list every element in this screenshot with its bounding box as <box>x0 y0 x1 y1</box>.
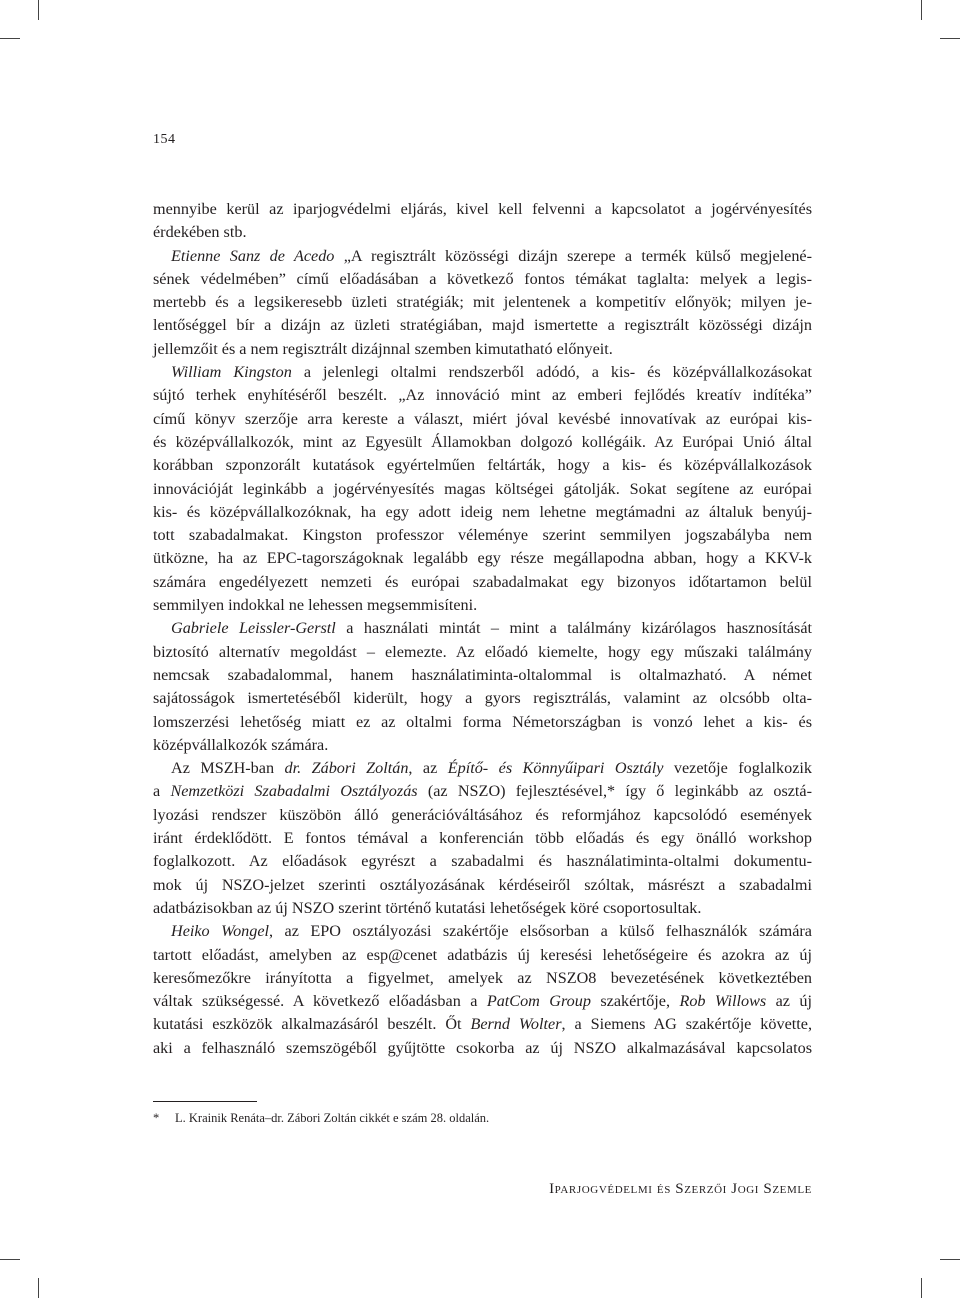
text-span: , az EPO osztályozási szakértője elsősorban a külső felhasználók számára <box>269 922 812 941</box>
text-line <box>153 384 812 407</box>
text-span: érdekében stb. <box>153 223 247 242</box>
text-span: „A regisztrált közösségi dizájn szerepe a termék külső megjelené- <box>334 246 812 265</box>
crop-mark-top-right-h <box>940 38 960 39</box>
text-line <box>153 478 812 501</box>
text-line <box>153 245 812 268</box>
footnote-text: L. Krainik Renáta–dr. Zábori Zoltán cikkét e szám 28. oldalán. <box>175 1111 490 1125</box>
text-span: tartott előadást, amelyben az esp@cenet adatbázis új keresési lehetőségeire és azokra az új <box>153 945 812 964</box>
text-line <box>153 967 812 990</box>
italic-span: dr. Zábori Zoltán <box>284 759 409 778</box>
page-number: 154 <box>153 132 176 147</box>
text-line <box>153 594 812 617</box>
text-span: korábban szponzorált kutatások egyértelműen feltárták, hogy a kis- és középvállalkozások <box>153 456 812 475</box>
body-text <box>153 198 812 1060</box>
text-line <box>153 664 812 687</box>
text-span: adatbázisokban az új NSZO szerint történő kutatási lehetőségek köré csoportosultak. <box>153 898 702 917</box>
text-line <box>153 1013 812 1036</box>
text-span: (az NSZO) fejlesztésével,* így ő leginkább az osztá- <box>417 782 813 801</box>
italic-span: Építő- és Könnyűipari Osztály <box>447 759 664 778</box>
italic-span: Nemzetközi Szabadalmi Osztályozás <box>170 782 418 801</box>
text-span: biztosító alternatív megoldást – elemezte. Az előadó kiemelte, hogy egy műszaki találmány <box>153 642 812 661</box>
text-line <box>153 990 812 1013</box>
running-footer: Iparjogvédelmi és Szerzői Jogi Szemle <box>549 1181 812 1197</box>
text-span: iránt érdeklődött. E fontos témával a konferencián több előadás és egy önálló workshop <box>153 829 812 848</box>
text-line <box>153 711 812 734</box>
text-span: Az MSZH-ban <box>171 759 285 778</box>
text-span: jellemzőit és a nem regisztrált dizájnnal szemben kimutatható előnyeit. <box>153 339 613 358</box>
crop-mark-top-right-v <box>921 0 922 20</box>
text-span: keresőmezőkre irányította a figyelmet, amelyek az NSZO8 bevezetésének következtében <box>153 968 812 987</box>
italic-span: PatCom Group <box>486 992 591 1011</box>
text-span: foglalkozott. Az előadások egyrészt a szabadalmi és használatiminta-oltalmi dokumentu- <box>153 852 812 871</box>
italic-span: Rob Willows <box>679 992 767 1011</box>
text-line <box>153 687 812 710</box>
text-line <box>153 524 812 547</box>
text-span: váltak szükségessé. A következő előadásban a <box>153 992 487 1011</box>
text-span: tott szabadalmakat. Kingston professzor véleménye szerint semmilyen jogszabályba nem <box>153 526 812 545</box>
crop-mark-bottom-left-h <box>0 1259 20 1260</box>
text-span: a <box>153 782 171 801</box>
italic-span: Bernd Wolter <box>470 1015 562 1034</box>
text-span: semmilyen indokkal ne lehessen megsemmisíteni. <box>153 596 478 615</box>
text-span: az új <box>766 992 812 1011</box>
text-line <box>153 897 812 920</box>
text-span: innovációját leginkább a jogérvényesítés magas költségei gátolják. Sokat segítene az európai <box>153 479 812 498</box>
text-span: és középvállalkozók, mint az Egyesült Államokban dolgozó kollégáik. Az Európai Unió által <box>153 432 812 451</box>
text-span: vezetője foglalkozik <box>663 759 812 778</box>
text-line <box>153 827 812 850</box>
text-span: című könyv szerzője arra kereste a választ, miért jóval kevésbé innovatívak az európai kis- <box>153 409 812 428</box>
text-span: mok új NSZO-jelzet szerinti osztályozásának kérdéseiről szóltak, másrészt a szabadalmi <box>153 875 812 894</box>
text-line <box>153 314 812 337</box>
text-line <box>153 571 812 594</box>
text-span: sajátosságok ismertetéséből kiderült, hogy a gyors regisztrálás, valamint az olcsóbb olta- <box>153 689 812 708</box>
text-line <box>153 198 812 221</box>
text-line <box>153 268 812 291</box>
text-line <box>153 361 812 384</box>
text-span: középvállalkozók számára. <box>153 735 329 754</box>
text-line <box>153 431 812 454</box>
text-span: , a Siemens AG szakértője követte, <box>561 1015 812 1034</box>
crop-mark-top-left-v <box>38 0 39 20</box>
italic-span: Etienne Sanz de Acedo <box>171 246 335 265</box>
text-span: lentőséggel bír a dizájn az üzleti stratégiában, majd ismertette a regisztrált közösségi dizájn <box>153 316 812 335</box>
italic-span: William Kingston <box>171 363 292 382</box>
text-span: a használati mintát – mint a találmány kizárólagos hasznosítását <box>335 619 813 638</box>
text-line <box>153 454 812 477</box>
crop-mark-bottom-right-v <box>921 1278 922 1298</box>
text-line <box>153 408 812 431</box>
text-span: mennyibe kerül az iparjogvédelmi eljárás, kivel kell felvenni a kapcsolatot a jogérvényesítés <box>153 200 812 218</box>
text-line <box>153 944 812 967</box>
text-span: sújtó terhek enyhítéséről beszélt. „Az innováció mint az emberi fejlődés kreatív indítéka” <box>153 386 812 405</box>
text-line <box>153 547 812 570</box>
text-line <box>153 338 812 361</box>
text-line <box>153 617 812 640</box>
italic-span: Heiko Wongel <box>171 922 270 941</box>
text-line <box>153 1037 812 1060</box>
crop-mark-bottom-right-h <box>940 1259 960 1260</box>
text-span: kis- és középvállalkozóknak, ha egy adott ideig nem lehetne megtámadni az általuk benyúj- <box>153 502 812 521</box>
italic-span: Gabriele Leissler-Gerstl <box>171 619 336 638</box>
text-span: , az <box>408 759 448 778</box>
text-span: kutatási eszközök alkalmazásáról beszélt. Őt <box>153 1015 471 1034</box>
text-line <box>153 780 812 803</box>
footnote-mark: * <box>153 1111 160 1125</box>
crop-mark-top-left-h <box>0 38 20 39</box>
text-span: lyozási rendszer küszöbön álló generációváltásához és reformjához kapcsolódó események <box>153 805 812 824</box>
text-line <box>153 804 812 827</box>
text-span: sének védelmében” című előadásában a következő fontos témákat taglalta: melyek a legis- <box>153 269 812 288</box>
text-line <box>153 757 812 780</box>
footnote-rule <box>153 1101 257 1102</box>
text-span: lomszerzési lehetőség miatt ez az oltalmi forma Németországban is vonzó lehet a kis- és <box>153 712 812 731</box>
text-line <box>153 734 812 757</box>
text-span: aki a felhasználó szemszögéből gyűjtötte csokorba az új NSZO alkalmazásával kapcsolatos <box>153 1038 812 1057</box>
text-span: számára engedélyezett nemzeti és európai szabadalmakat egy bizonyos időtartamon belül <box>153 572 812 591</box>
footnote <box>153 1111 489 1126</box>
text-span: szakértője, <box>590 992 680 1011</box>
text-line <box>153 291 812 314</box>
crop-mark-bottom-left-v <box>38 1278 39 1298</box>
text-line <box>153 501 812 524</box>
text-line <box>153 641 812 664</box>
text-span: nemcsak szabadalommal, hanem használatiminta-oltalommal is oltalmazható. A német <box>153 665 812 684</box>
text-line <box>153 874 812 897</box>
text-span: a jelenlegi oltalmi rendszerből adódó, a kis- és középvállalkozásokat <box>291 363 812 382</box>
text-line <box>153 920 812 943</box>
text-line <box>153 850 812 873</box>
text-span: mertebb és a legsikeresebb üzleti stratégiák; mit jelentenek a kompetitív előnyök; milyen je- <box>153 293 812 312</box>
text-line <box>153 221 812 244</box>
text-span: ütközne, ha az EPC-tagországoknak legalább egy része megállapodna abban, hogy a KKV-k <box>153 549 812 568</box>
